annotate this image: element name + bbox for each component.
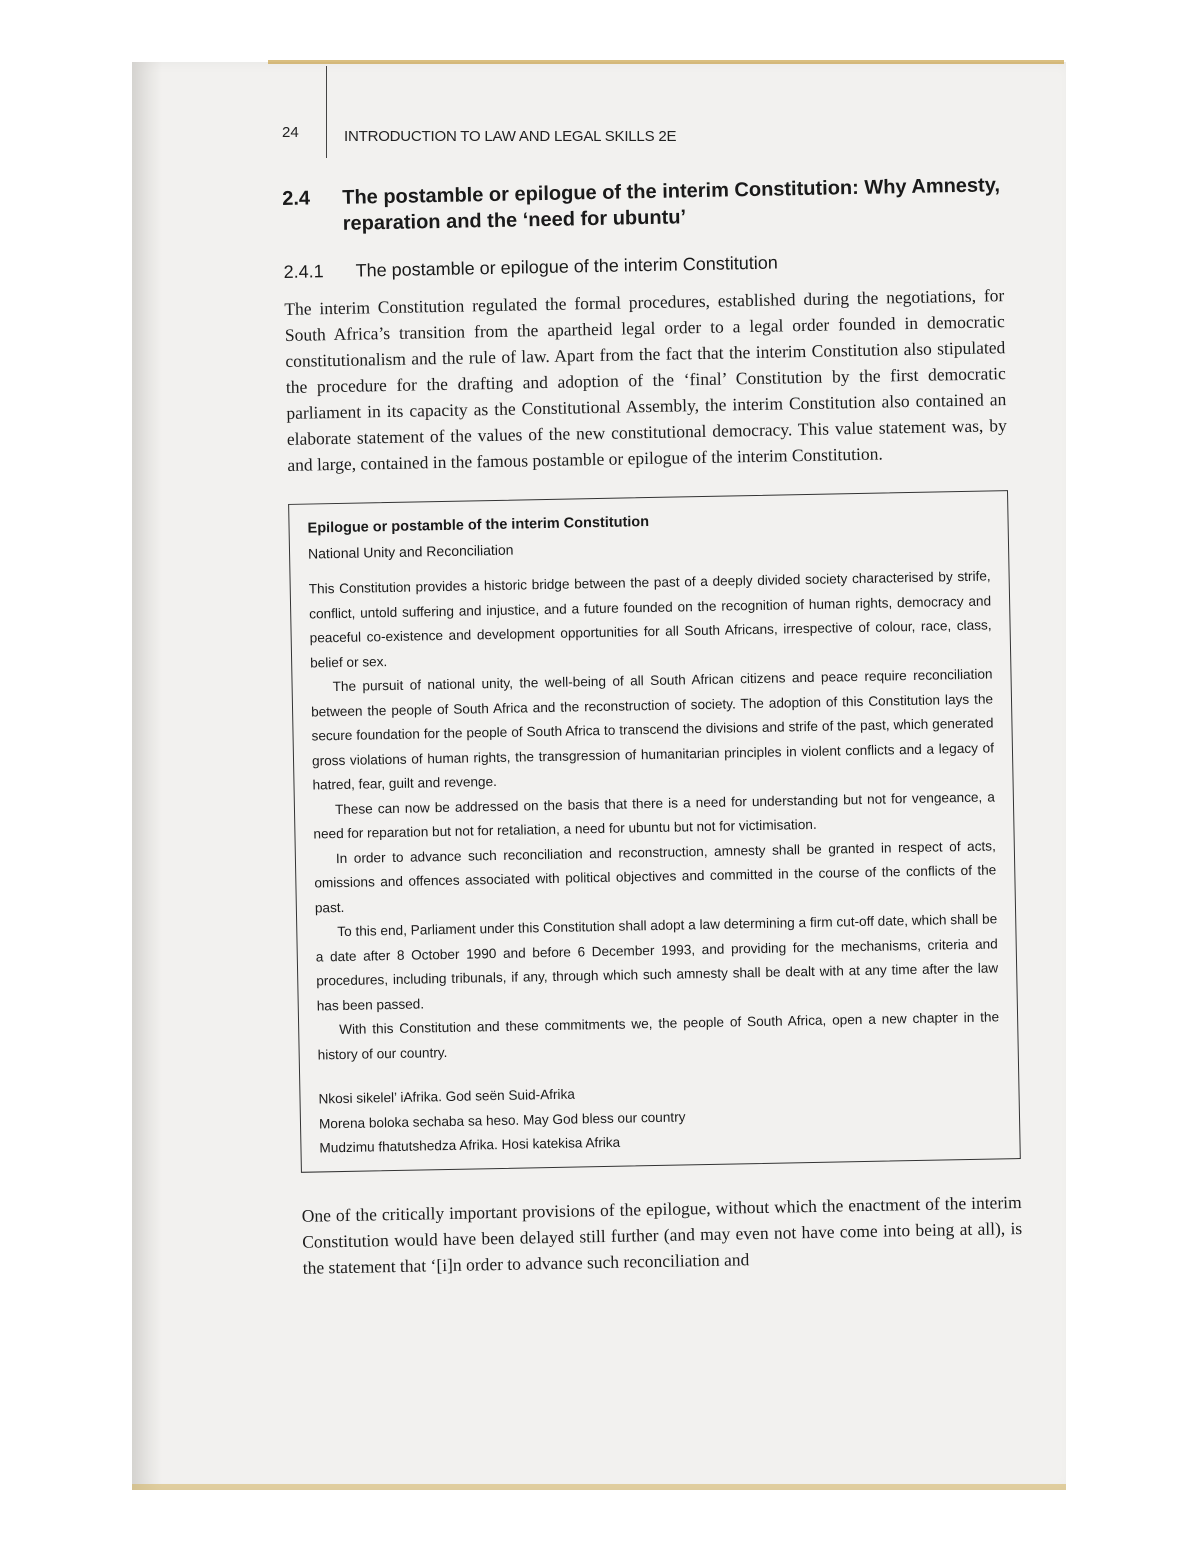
closing-paragraph: One of the critically important provisions of the epilogue, without which the enactment of the interim Constitution would have been delayed still further (and may even not have come into being at all), is the statement that ‘[i]n order to advance such reconciliation and	[301, 1191, 1023, 1278]
page-top-edge	[268, 60, 1064, 64]
page-number: 24	[282, 124, 299, 141]
epilogue-box	[288, 490, 1021, 1172]
running-head: INTRODUCTION TO LAW AND LEGAL SKILLS 2E	[344, 128, 677, 145]
box-paragraph: The pursuit of national unity, the well-being of all South African citizens and peace require reconciliation between the people of South Africa and the reconstruction of society. The adoption of this Constitution lays the secure foundation for the people of South Africa to transcend the divisions and strife of the past, which generated gross violations of human rights, the transgression of humanitarian principles in violent conflicts and a legacy of hatred, fear, guilt and revenge.	[310, 666, 995, 793]
anthem-line: Nkosi sikelel’ iAfrika. God seën Suid-Afrika	[318, 1086, 576, 1107]
box-paragraph: To this end, Parliament under this Constitution shall adopt a law determining a firm cut-off date, which shall be a date after 8 October 1990 and before 6 December 1993, and providing for the mechanisms, criteria and procedures, including tribunals, if any, through which such amnesty shall be dealt with at any time after the law has been passed.	[315, 911, 999, 1013]
box-paragraph: These can now be addressed on the basis that there is a need for understanding but not for vengeance, a need for reparation but not for retaliation, a need for ubuntu but not for victimisation.	[313, 788, 995, 842]
intro-paragraph: The interim Constitution regulated the formal procedures, established during the negotiations, for South Africa’s transition from the apartheid legal order to a legal order founded in democratic constitutionalism and the rule of law. Apart from the fact that the interim Constitution also stipulated the procedure for the drafting and adoption of the ‘final’ Constitution by the first democratic parliament in its capacity as the Constitutional Assembly, the interim Constitution also contained an elaborate statement of the values of the new constitutional democracy. This value statement was, by and large, contained in the famous postamble or epilogue of the interim Constitution.	[284, 285, 1007, 475]
page-content	[282, 172, 1023, 1298]
section-number: 2.4	[282, 187, 311, 210]
anthem-line: Mudzimu fhatutshedza Afrika. Hosi katekisa Afrika	[319, 1134, 621, 1156]
anthem-line: Morena boloka sechaba sa heso. May God bless our country	[318, 1108, 686, 1131]
box-title: Epilogue or postamble of the interim Constitution	[307, 514, 650, 537]
box-paragraph: With this Constitution and these commitments we, the people of South Africa, open a new chapter in the history of our country.	[317, 1009, 1000, 1062]
page-bottom-edge	[132, 1484, 1066, 1490]
box-paragraph: In order to advance such reconciliation and reconstruction, amnesty shall be granted in respect of acts, omissions and offences associated with political objectives and committed in the course of the conflicts of the past.	[314, 837, 997, 916]
section-title: The postamble or epilogue of the interim Constitution: Why Amnesty, reparation and the ‘need for ubuntu’	[342, 174, 1001, 235]
subsection-title: The postamble or epilogue of the interim Constitution	[355, 252, 779, 281]
page-gutter-shadow	[132, 62, 162, 1490]
header-divider	[326, 66, 327, 158]
subsection-number: 2.4.1	[283, 261, 324, 282]
box-subtitle: National Unity and Reconciliation	[307, 541, 514, 562]
subsection-heading	[283, 246, 1003, 284]
anthem-lines	[318, 1074, 1001, 1161]
box-paragraph: This Constitution provides a historic bridge between the past of a deeply divided society characterised by strife, conflict, untold suffering and injustice, and a future founded on the recognition of human rights, democracy and peaceful co-existence and development opportunities for all South Africans, irrespective of colour, race, class, belief or sex.	[308, 568, 992, 671]
